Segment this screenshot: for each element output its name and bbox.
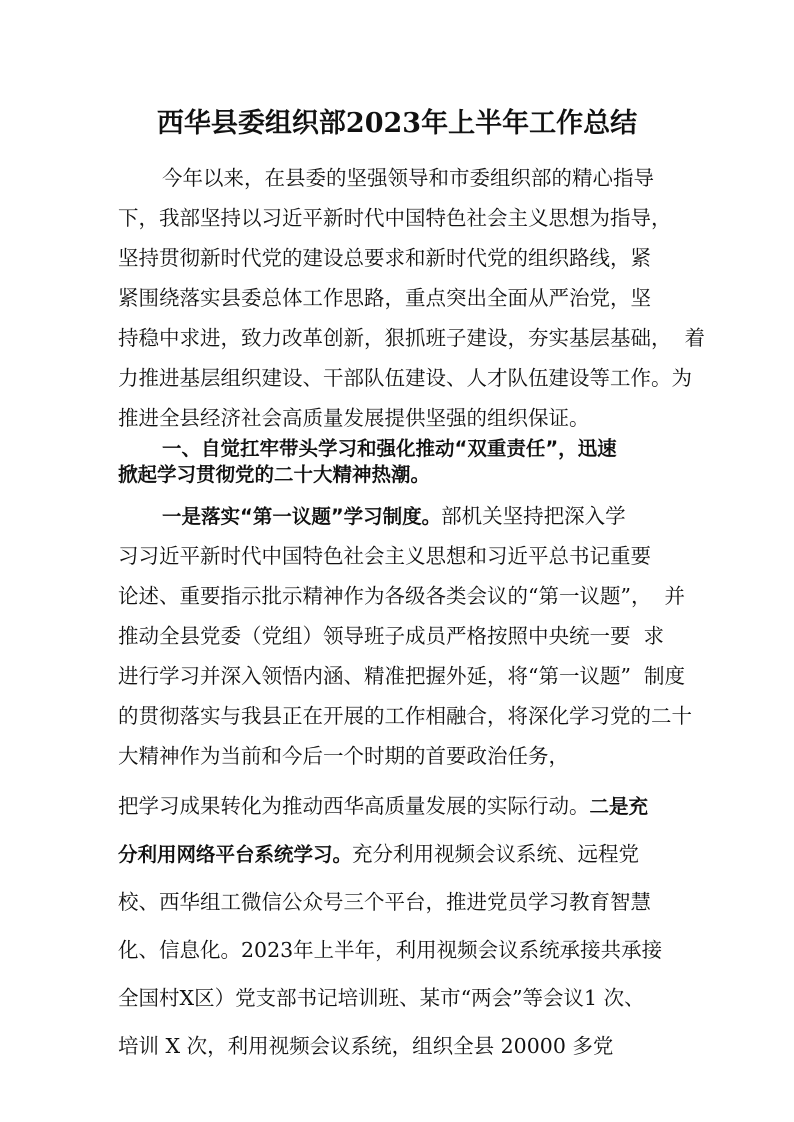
point1-last-line (118, 786, 648, 827)
point1-first-line (162, 496, 626, 537)
intro-line-7: 推进全县经济社会高质量发展提供坚强的组织保证。 (118, 406, 590, 430)
intro-line-5: 持稳中求进，致力改革创新，狠抓班子建设，夯实基层基础， 着 (118, 326, 706, 350)
point1-line-3: 论述、重要指示批示精神作为各级各类会议的“第一议题”， 并 (118, 584, 685, 608)
document-title: 西华县委组织部2023年上半年工作总结 (156, 108, 638, 139)
point2-first-text: 充分利用视频会议系统、远程党 (352, 842, 640, 866)
point1-line-4: 推动全县党委（党组）领导班子成员严格按照中央统一要 求 (118, 624, 665, 648)
point1-line-7: 大精神作为当前和今后一个时期的首要政治任务， (118, 744, 569, 768)
section-heading-line-2: 掀起学习贯彻党的二十大精神热潮。 (118, 463, 431, 486)
intro-line-1: 今年以来，在县委的坚强领导和市委组织部的精心指导 (162, 166, 654, 190)
point2-title-part2: 分利用网络平台系统学习。 (118, 843, 353, 866)
point1-line-2: 习习近平新时代中国特色社会主义思想和习近平总书记重要 (118, 544, 651, 568)
intro-line-3: 坚持贯彻新时代党的建设总要求和新时代党的组织路线，紧 (118, 246, 651, 270)
point2-line-2: 校、西华组工微信公众号三个平台，推进党员学习教育智慧 (118, 890, 651, 914)
intro-line-2: 下，我部坚持以习近平新时代中国特色社会主义思想为指导， (118, 206, 672, 230)
point1-last-text: 把学习成果转化为推动西华高质量发展的实际行动。 (118, 794, 590, 818)
point2-line-3: 化、信息化。2023年上半年，利用视频会议系统承接共承接 (118, 938, 663, 962)
point1-first-text: 部机关坚持把深入学 (441, 504, 626, 528)
point2-line-4: 全国村X区）党支部书记培训班、某市“两会”等会议1 次、 (118, 986, 645, 1010)
point2-line-5: 培训 X 次，利用视频会议系统，组织全县 20000 多党 (118, 1034, 614, 1058)
point2-title-part1: 二是充 (589, 795, 649, 818)
point1-title: 一是落实“第一议题”学习制度。 (162, 505, 442, 528)
point1-line-6: 的贯彻落实与我县正在开展的工作相融合，将深化学习党的二十 (118, 704, 692, 728)
intro-line-4: 紧围绕落实县委总体工作思路，重点突出全面从严治党，坚 (118, 286, 651, 310)
intro-line-6: 力推进基层组织建设、干部队伍建设、人才队伍建设等工作。为 (118, 366, 692, 390)
point1-line-5: 进行学习并深入领悟内涵、精准把握外延，将“第一议题” 制度 (118, 664, 685, 688)
section-heading-line-1: 一、自觉扛牢带头学习和强化推动“双重责任”，迅速 (162, 437, 617, 460)
point2-first-line (118, 834, 639, 875)
